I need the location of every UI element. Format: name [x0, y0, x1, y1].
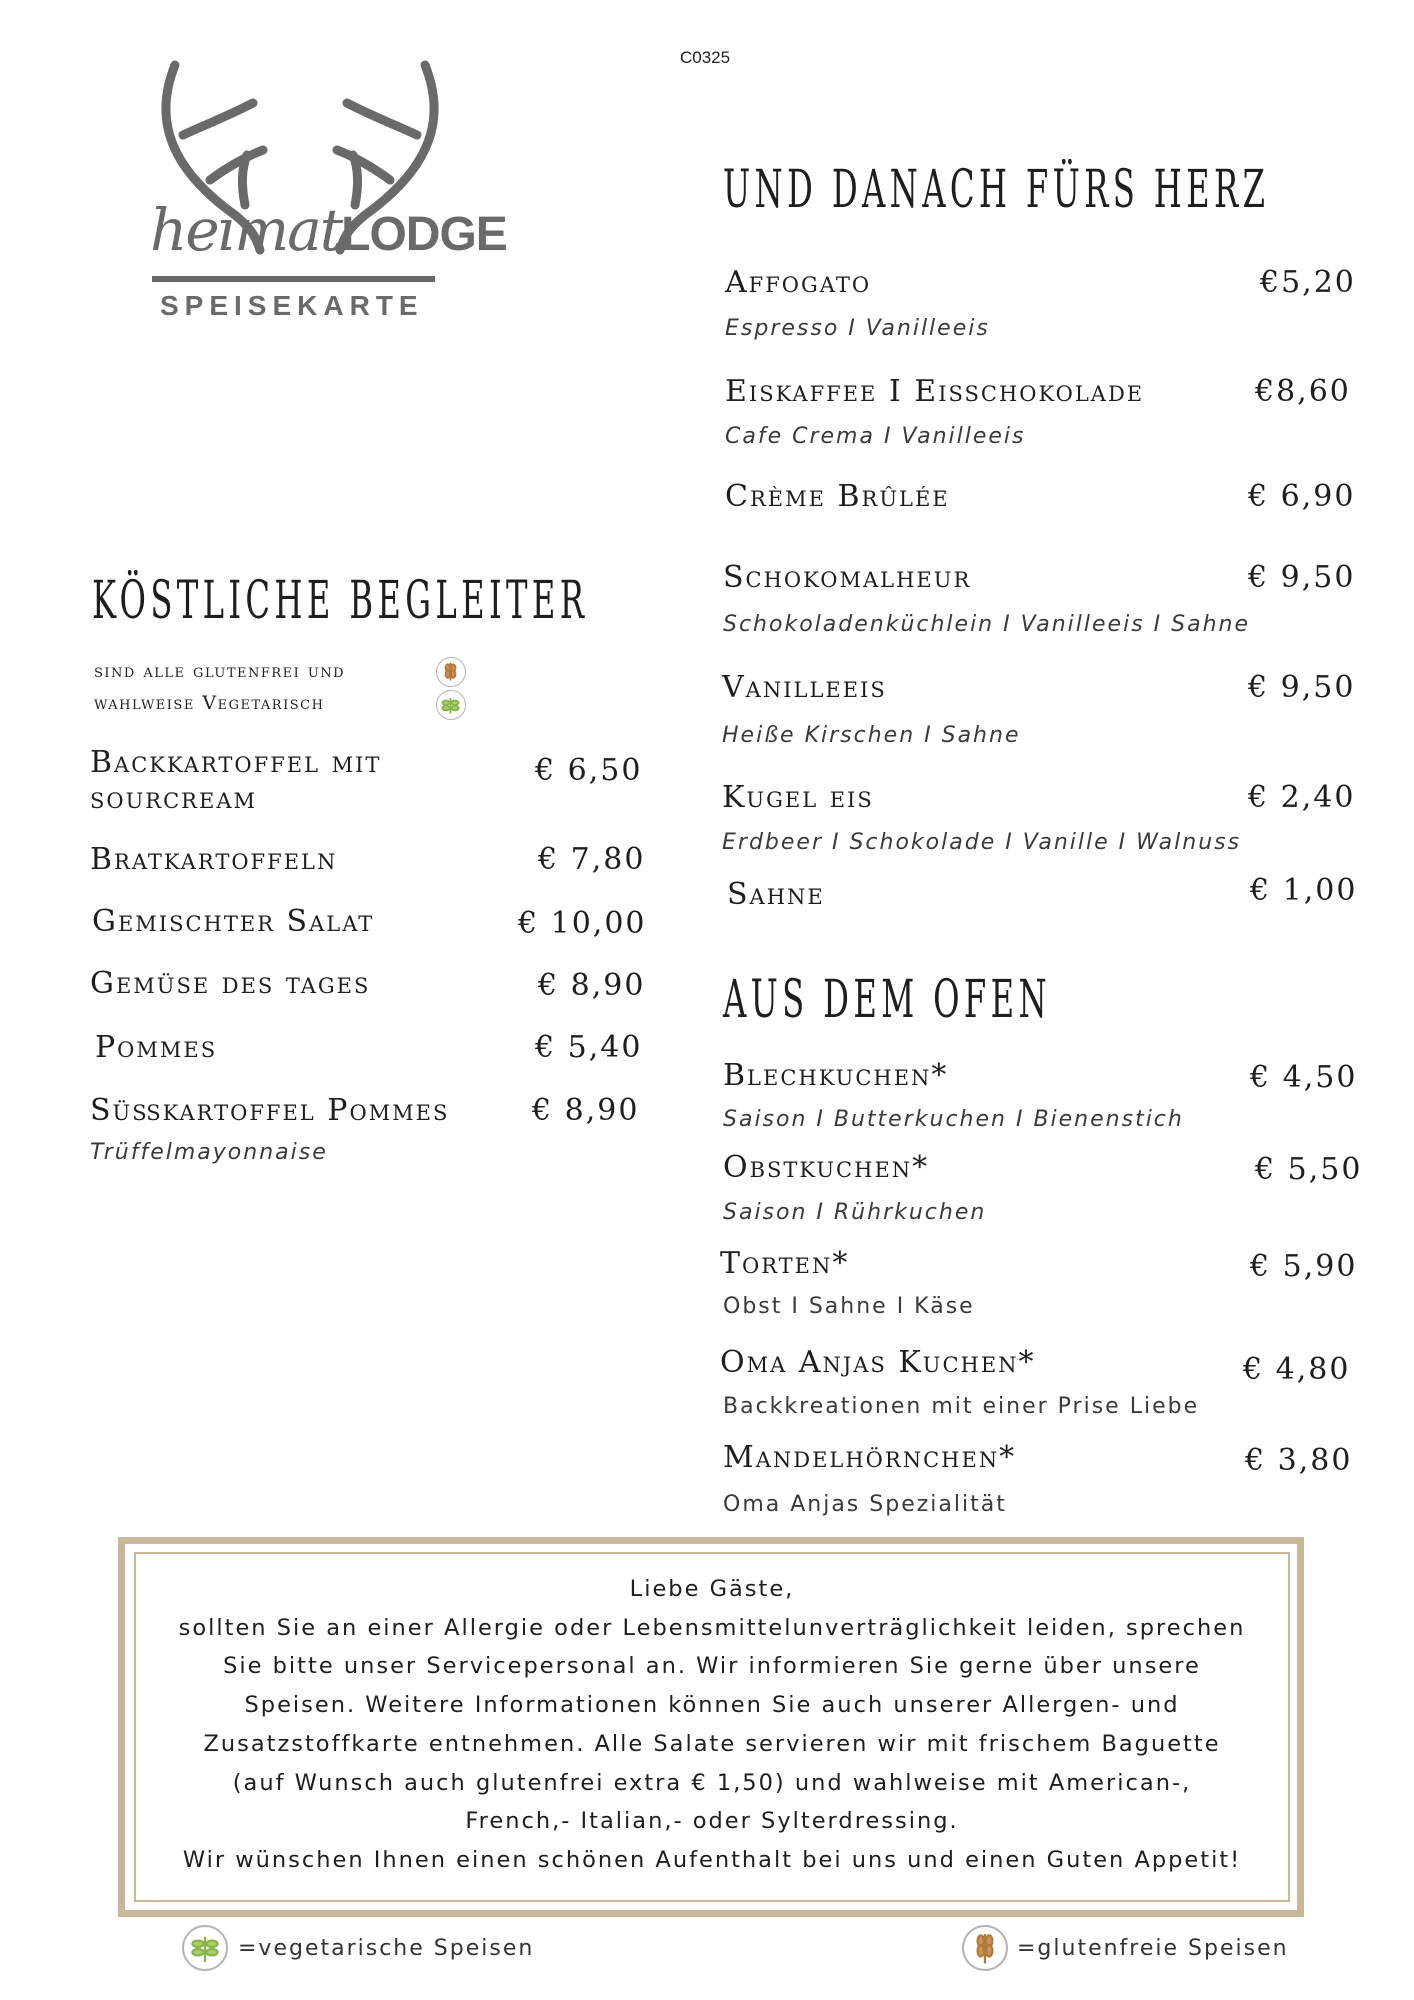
ofen-item-name: Mandelhörnchen* [723, 1440, 1017, 1475]
ofen-item-name: Oma Anjas Kuchen* [720, 1345, 1036, 1380]
allergy-notice [134, 1552, 1290, 1902]
notice-line: French,- Italian,- oder Sylterdressing. [465, 1808, 959, 1835]
wheat-icon [962, 1925, 1008, 1971]
herz-item-price: € 9,50 [1248, 560, 1356, 595]
ofen-item-name: Obstkuchen* [723, 1150, 930, 1185]
leaf-icon [436, 690, 466, 720]
ofen-item-name: Blechkuchen* [723, 1058, 949, 1093]
herz-item-price: € 1,00 [1250, 873, 1358, 908]
antler-icon [135, 55, 465, 325]
begleiter-item-name: Süßkartoffel Pommes [90, 1093, 450, 1128]
notice-line: sollten Sie an einer Allergie oder Lebensmittelunverträglichkeit leiden, sprechen [178, 1614, 1246, 1641]
legend-glutenfree: =glutenfreie Speisen [1017, 1936, 1289, 1961]
begleiter-item-price: € 10,00 [518, 906, 647, 941]
herz-item-name: Vanilleeis [722, 670, 887, 705]
logo-divider [152, 276, 435, 282]
begleiter-item-name: sourcream [90, 781, 257, 816]
notice-line: Wir wünschen Ihnen einen schönen Aufenthalt bei uns und einen Guten Appetit! [182, 1846, 1242, 1873]
herz-item-desc: Cafe Crema I Vanilleeis [725, 424, 1026, 449]
ofen-item-desc: Backkreationen mit einer Prise Liebe [723, 1394, 1200, 1419]
logo-bold: LODGE [341, 208, 507, 261]
logo-wordmark [150, 196, 507, 264]
begleiter-item-name: Gemischter Salat [92, 904, 375, 939]
begleiter-item-price: € 8,90 [538, 968, 646, 1003]
herz-item-name: Schokomalheur [723, 560, 972, 595]
begleiter-item-desc: Trüffelmayonnaise [90, 1140, 328, 1165]
note-line-1: sind alle glutenfrei und [94, 660, 346, 682]
herz-item-name: Crème Brûlée [725, 479, 950, 514]
herz-item-desc: Espresso I Vanilleeis [725, 316, 990, 341]
ofen-item-price: € 4,50 [1250, 1060, 1358, 1095]
ofen-item-desc: Saison I Rührkuchen [723, 1200, 987, 1225]
herz-item-price: € 9,50 [1248, 670, 1356, 705]
notice-line: Sie bitte unser Servicepersonal an. Wir informieren Sie gerne über unsere [223, 1653, 1201, 1680]
herz-item-name: Affogato [725, 265, 872, 300]
begleiter-item-price: € 8,90 [532, 1093, 640, 1128]
legend-vegetarian: =vegetarische Speisen [238, 1936, 535, 1961]
ofen-item-name: Torten* [720, 1246, 850, 1281]
begleiter-item-name: Bratkartoffeln [90, 842, 338, 877]
begleiter-item-price: € 7,80 [538, 842, 646, 877]
note-line-2: wahlweise Vegetarisch [94, 692, 325, 714]
herz-item-desc: Schokoladenküchlein I Vanilleeis I Sahne [723, 612, 1250, 637]
document-code: C0325 [680, 48, 731, 67]
ofen-item-desc: Saison I Butterkuchen I Bienenstich [723, 1107, 1184, 1132]
herz-item-price: € 6,90 [1248, 479, 1356, 514]
herz-item-name: Kugel eis [722, 780, 874, 815]
herz-item-desc: Erdbeer I Schokolade I Vanille I Walnuss [722, 830, 1242, 855]
section-title-herz: UND DANACH FÜRS HERZ [723, 160, 1270, 220]
notice-line: Liebe Gäste, [629, 1576, 795, 1602]
herz-item-price: €8,60 [1255, 374, 1351, 409]
begleiter-item-price: € 6,50 [535, 753, 643, 788]
notice-line: Zusatzstoffkarte entnehmen. Alle Salate servieren wir mit frischem Baguette [203, 1730, 1221, 1757]
section-title-begleiter: KÖSTLICHE BEGLEITER [92, 571, 589, 631]
ofen-item-price: € 3,80 [1245, 1443, 1353, 1478]
section-title-ofen: AUS DEM OFEN [723, 970, 1052, 1030]
herz-item-name: Eiskaffee I Eisschokolade [725, 374, 1145, 409]
herz-item-desc: Heiße Kirschen I Sahne [722, 723, 1021, 748]
begleiter-item-name: Backkartoffel mit [90, 745, 382, 780]
herz-item-price: €5,20 [1260, 265, 1356, 300]
ofen-item-price: € 5,50 [1255, 1152, 1363, 1187]
begleiter-item-price: € 5,40 [535, 1030, 643, 1065]
ofen-item-desc: Oma Anjas Spezialität [723, 1492, 1007, 1517]
begleiter-item-name: Pommes [95, 1030, 218, 1065]
ofen-item-price: € 5,90 [1250, 1249, 1358, 1284]
begleiter-item-name: Gemüse des tages [90, 966, 371, 1001]
notice-line: Speisen. Weitere Informationen können Sie auch unserer Allergen- und [244, 1692, 1180, 1719]
ofen-item-price: € 4,80 [1243, 1352, 1351, 1387]
logo-script: heimat [150, 196, 342, 264]
leaf-icon [182, 1925, 228, 1971]
notice-line: (auf Wunsch auch glutenfrei extra € 1,50) und wahlweise mit American-, [232, 1769, 1192, 1796]
herz-item-name: Sahne [727, 877, 825, 912]
herz-item-price: € 2,40 [1248, 780, 1356, 815]
wheat-icon [436, 657, 466, 687]
ofen-item-desc: Obst I Sahne I Käse [723, 1294, 975, 1319]
logo-subtitle: SPEISEKARTE [160, 290, 424, 321]
